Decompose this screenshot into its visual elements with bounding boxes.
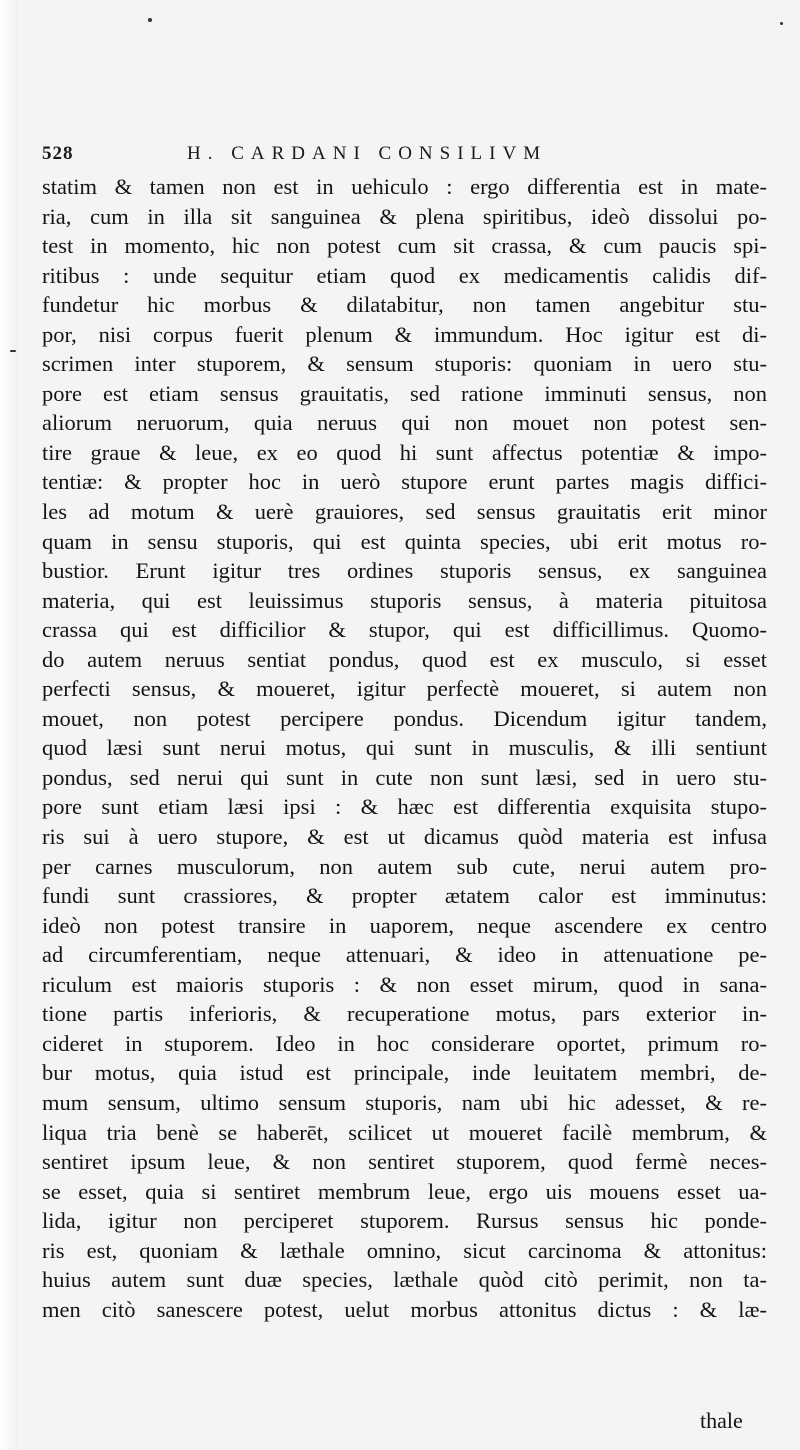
running-head: H. CARDANI CONSILIVM [187,143,548,164]
text-line: liqua tria benè se haberēt, scilicet ut moueret facilè membrum, & [42,1119,767,1145]
text-line: fundetur hic morbus & dilatabitur, non tamen angebitur stu- [42,292,767,318]
text-line: lida, igitur non perciperet stuporem. Rursus sensus hic ponde- [42,1208,767,1234]
body-text [42,172,767,1324]
text-line: ris sui à uero stupore, & est ut dicamus quòd materia est infusa [42,824,767,850]
text-line: ris est, quoniam & læthale omnino, sicut carcinoma & attonitus: [42,1237,767,1263]
text-line: mouet, non potest percipere pondus. Dicendum igitur tandem, [42,705,767,731]
text-line: cideret in stuporem. Ideo in hoc considerare oportet, primum ro- [42,1030,767,1056]
ink-speck [10,350,16,352]
text-line: materia, qui est leuissimus stuporis sensus, à materia pituitosa [42,587,767,613]
text-line: pore est etiam sensus grauitatis, sed ratione imminuti sensus, non [42,380,767,406]
text-line: men citò sanescere potest, uelut morbus attonitus dictus : & læ- [42,1296,767,1322]
text-line: tire graue & leue, ex eo quod hi sunt affectus potentiæ & impo- [42,439,767,465]
page-number: 528 [42,143,74,164]
page-gutter [0,0,18,1450]
text-line: per carnes musculorum, non autem sub cute, nerui autem pro- [42,853,767,879]
text-line: por, nisi corpus fuerit plenum & immundum. Hoc igitur est di- [42,321,767,347]
text-line: tione partis inferioris, & recuperatione motus, pars exterior in- [42,1001,767,1027]
text-line: ideò non potest transire in uaporem, neque ascendere ex centro [42,912,767,938]
text-line: mum sensum, ultimo sensum stuporis, nam ubi hic adesset, & re- [42,1089,767,1115]
text-line: ad circumferentiam, neque attenuari, & ideo in attenuatione pe- [42,942,767,968]
text-line: quam in sensu stuporis, qui est quinta species, ubi erit motus ro- [42,528,767,554]
text-line: bur motus, quia istud est principale, inde leuitatem membri, de- [42,1060,767,1086]
text-line: crassa qui est difficilior & stupor, qui est difficillimus. Quomo- [42,617,767,643]
text-line: tentiæ: & propter hoc in uerò stupore erunt partes magis diffici- [42,469,767,495]
text-line: huius autem sunt duæ species, læthale quòd citò perimit, non ta- [42,1267,767,1293]
ink-speck [148,18,152,22]
text-line: aliorum neruorum, quia neruus qui non mouet non potest sen- [42,410,767,436]
ink-speck [780,22,783,25]
text-line: pore sunt etiam læsi ipsi : & hæc est differentia exquisita stupo- [42,794,767,820]
text-line: fundi sunt crassiores, & propter ætatem calor est imminutus: [42,883,767,909]
text-line: se esset, quia si sentiret membrum leue, ergo uis mouens esset ua- [42,1178,767,1204]
catchword: thale [700,1408,743,1433]
text-line: perfecti sensus, & moueret, igitur perfectè moueret, si autem non [42,676,767,702]
text-line: ria, cum in illa sit sanguinea & plena spiritibus, ideò dissolui po- [42,203,767,229]
text-line: bustior. Erunt igitur tres ordines stuporis sensus, ex sanguinea [42,558,767,584]
text-line: test in momento, hic non potest cum sit crassa, & cum paucis spi- [42,233,767,259]
text-line: ritibus : unde sequitur etiam quod ex medicamentis calidis dif- [42,262,767,288]
text-line: pondus, sed nerui qui sunt in cute non sunt læsi, sed in uero stu- [42,764,767,790]
text-line: scrimen inter stuporem, & sensum stuporis: quoniam in uero stu- [42,351,767,377]
text-line: statim & tamen non est in uehiculo : ergo differentia est in mate- [42,174,767,199]
text-line: les ad motum & uerè grauiores, sed sensus grauitatis erit minor [42,499,767,525]
text-line: quod læsi sunt nerui motus, qui sunt in musculis, & illi sentiunt [42,735,767,761]
text-line: do autem neruus sentiat pondus, quod est ex musculo, si esset [42,646,767,672]
text-line: riculum est maioris stuporis : & non esset mirum, quod in sana- [42,971,767,997]
page-header [42,143,762,173]
text-line: sentiret ipsum leue, & non sentiret stuporem, quod fermè neces- [42,1149,767,1175]
